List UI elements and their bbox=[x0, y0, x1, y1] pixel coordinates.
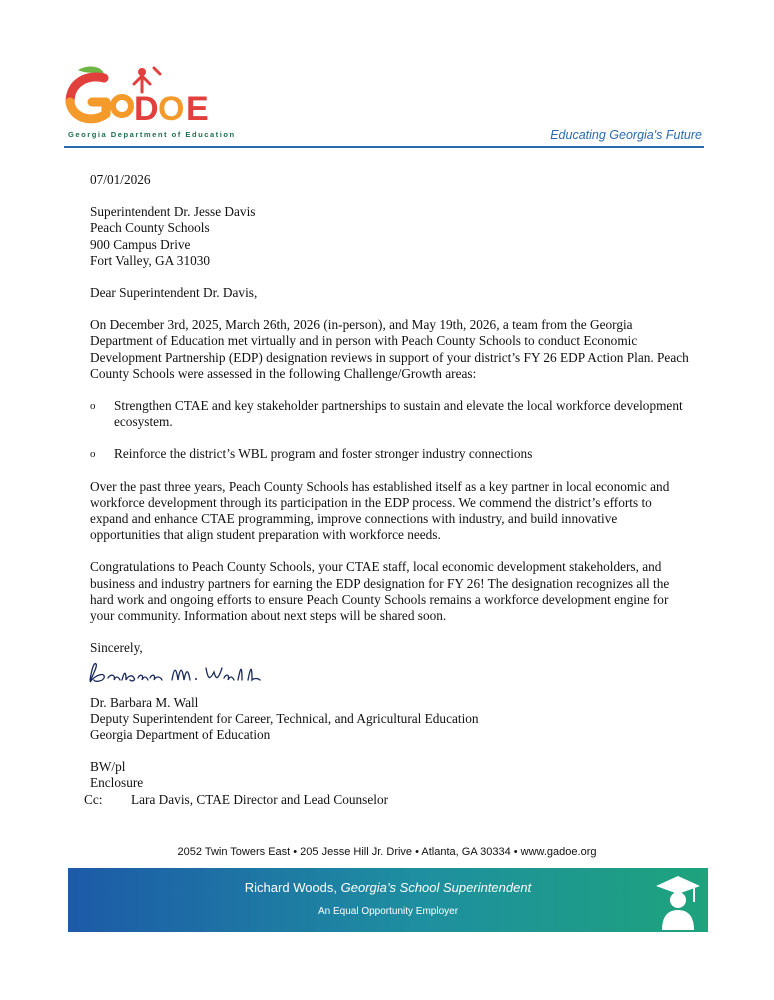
footer-band bbox=[68, 868, 708, 932]
bullet-mark: o bbox=[90, 448, 96, 461]
bullet-text: Reinforce the district’s WBL program and foster stronger industry connections bbox=[114, 446, 533, 462]
list-item bbox=[90, 446, 690, 462]
footer-superintendent bbox=[68, 880, 708, 895]
paragraph-2: Over the past three years, Peach County Schools has established itself as a key partner in local economic and workforce development through its participation in the EDP process. We commend the district’s efforts to expand and enhance CTAE programming, improve connections with industry, and build innovative opportunities that align student preparation with workforce needs. bbox=[90, 478, 670, 543]
bullet-text: Strengthen CTAE and key stakeholder partnerships to sustain and elevate the local workforce development ecosystem. bbox=[114, 398, 683, 430]
gadoe-logo-mark bbox=[64, 62, 224, 128]
footer-address: 2052 Twin Towers East • 205 Jesse Hill Jr. Drive • Atlanta, GA 30334 • www.gadoe.org bbox=[177, 846, 597, 858]
svg-text:E: E bbox=[186, 90, 209, 128]
closing: Sincerely, bbox=[90, 640, 143, 656]
superintendent-title: Georgia’s School Superintendent bbox=[340, 880, 532, 895]
bullet-mark: o bbox=[90, 400, 96, 413]
graduate-icon bbox=[650, 872, 702, 930]
gadoe-logo bbox=[64, 62, 236, 144]
initials: BW/pl bbox=[90, 759, 126, 775]
signer-title: Deputy Superintendent for Career, Technical, and Agricultural Education bbox=[90, 710, 479, 726]
cc-label: Cc: bbox=[84, 791, 103, 807]
growth-areas-list bbox=[90, 398, 690, 463]
recipient-address bbox=[90, 204, 690, 269]
recipient-line: Peach County Schools bbox=[90, 220, 210, 236]
signer-name: Dr. Barbara M. Wall bbox=[90, 694, 199, 710]
intro-paragraph: On December 3rd, 2025, March 26th, 2026 (in-person), and May 19th, 2026, a team from the Georgia Department of Education met virtually and in person with Peach County Schools to conduct Economic Development Partnership (EDP) designation reviews in support of your district’s FY 26 EDP Action Plan. Peach County Schools were assessed in the following Challenge/Growth areas: bbox=[90, 317, 689, 381]
cc-value: Lara Davis, CTAE Director and Lead Counselor bbox=[131, 791, 389, 807]
cc-line bbox=[84, 791, 690, 808]
salutation: Dear Superintendent Dr. Davis, bbox=[90, 285, 258, 301]
enclosure: Enclosure bbox=[90, 775, 144, 791]
recipient-line: Superintendent Dr. Jesse Davis bbox=[90, 204, 256, 220]
signature-image bbox=[86, 658, 276, 688]
equal-opportunity-line: An Equal Opportunity Employer bbox=[317, 906, 459, 917]
tagline: Educating Georgia's Future bbox=[550, 128, 702, 142]
org-name: Georgia Department of Education bbox=[68, 130, 236, 139]
superintendent-name: Richard Woods, bbox=[244, 880, 341, 895]
header-divider bbox=[64, 146, 704, 148]
svg-text:D: D bbox=[134, 90, 159, 128]
svg-text:O: O bbox=[158, 90, 185, 128]
letter-body bbox=[84, 172, 690, 808]
recipient-line: Fort Valley, GA 31030 bbox=[90, 252, 211, 268]
paragraph-3: Congratulations to Peach County Schools, your CTAE staff, local economic development stakeholders, and business and industry partners for earning the EDP designation for FY 26! The designation recognizes all the hard work and ongoing efforts to ensure Peach County Schools remains a workforce development engine for your community. Information about next steps will be shared soon. bbox=[90, 559, 670, 624]
list-item bbox=[90, 398, 690, 430]
letter-date: 07/01/2026 bbox=[90, 172, 151, 187]
signer-org: Georgia Department of Education bbox=[90, 727, 271, 743]
recipient-line: 900 Campus Drive bbox=[90, 236, 191, 252]
